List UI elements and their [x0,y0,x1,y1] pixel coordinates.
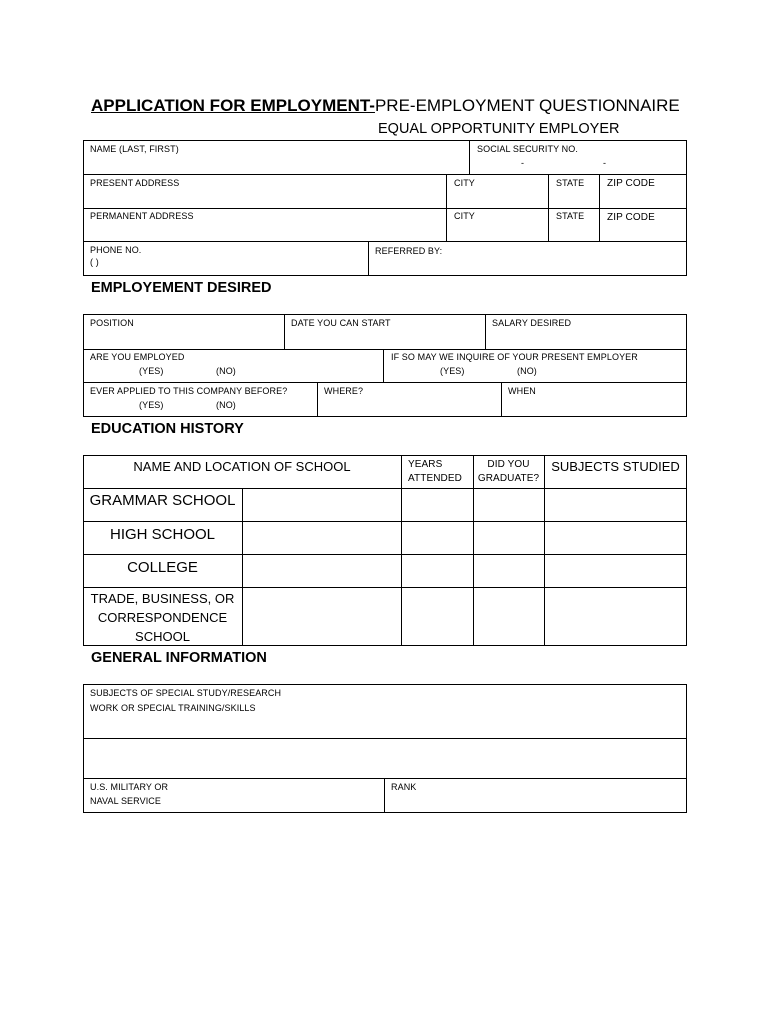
row-trade-school-line3: SCHOOL [135,629,190,644]
form-title-main: APPLICATION FOR EMPLOYMENT- [91,96,375,115]
divider [317,382,318,417]
position-field[interactable]: POSITION [90,318,134,328]
where-field[interactable]: WHERE? [324,386,364,396]
are-you-employed-label: ARE YOU EMPLOYED [90,352,185,362]
ssn-field[interactable]: SOCIAL SECURITY NO. [477,144,578,154]
inquire-yes-option[interactable]: (YES) [440,366,465,376]
referred-by-field[interactable]: REFERRED BY: [375,246,443,256]
employment-heading: EMPLOYEMENT DESIRED [91,280,272,296]
divider [83,241,687,242]
col-graduate-header-1: DID YOU [487,459,530,470]
divider [383,349,384,382]
phone-area-code: ( ) [90,257,99,267]
rank-field[interactable]: RANK [391,782,417,792]
military-service-field-line2[interactable]: NAVAL SERVICE [90,796,161,806]
divider [83,488,687,489]
ssn-dash: - [521,158,525,168]
start-date-field[interactable]: DATE YOU CAN START [291,318,391,328]
col-subjects-header: SUBJECTS STUDIED [551,459,680,474]
divider [83,174,687,175]
permanent-city-field[interactable]: CITY [454,211,475,221]
divider [83,382,687,383]
divider [599,174,600,241]
row-high-school: HIGH SCHOOL [109,526,215,543]
present-city-field[interactable]: CITY [454,178,475,188]
divider [384,778,385,813]
present-state-field[interactable]: STATE [556,178,585,188]
applied-before-label: EVER APPLIED TO THIS COMPANY BEFORE? [90,386,288,396]
permanent-state-field[interactable]: STATE [556,211,585,221]
inquire-no-option[interactable]: (NO) [517,366,537,376]
divider [83,208,687,209]
divider [368,241,369,276]
divider [544,455,545,646]
row-grammar-school: GRAMMAR SCHOOL [89,492,236,509]
military-service-field-line1[interactable]: U.S. MILITARY OR [90,782,169,792]
divider [83,587,687,588]
ssn-dash: - [603,158,607,168]
row-trade-school-line1: TRADE, BUSINESS, OR [90,591,235,606]
row-college: COLLEGE [127,559,198,576]
salary-field[interactable]: SALARY DESIRED [492,318,572,328]
inquire-employer-label: IF SO MAY WE INQUIRE OF YOUR PRESENT EMPLOYER [391,352,638,362]
divider [401,455,402,646]
special-study-field-line2[interactable]: WORK OR SPECIAL TRAINING/SKILLS [90,703,256,713]
permanent-address-field[interactable]: PERMANENT ADDRESS [90,211,194,221]
present-address-field[interactable]: PRESENT ADDRESS [90,178,180,188]
applied-yes-option[interactable]: (YES) [139,400,164,410]
special-study-field-line1[interactable]: SUBJECTS OF SPECIAL STUDY/RESEARCH [90,688,282,698]
when-field[interactable]: WHEN [508,386,536,396]
col-years-header-2: ATTENDED [408,473,462,484]
col-graduate-header-2: GRADUATE? [477,473,540,484]
name-field[interactable]: NAME (LAST, FIRST) [90,144,179,154]
divider [83,521,687,522]
applied-no-option[interactable]: (NO) [216,400,236,410]
form-title [91,96,680,116]
employed-no-option[interactable]: (NO) [216,366,236,376]
divider [83,738,687,739]
employed-yes-option[interactable]: (YES) [139,366,164,376]
row-trade-school-line2: CORRESPONDENCE [97,610,228,625]
divider [284,314,285,349]
education-heading: EDUCATION HISTORY [91,421,244,437]
divider [242,488,243,646]
divider [83,554,687,555]
divider [446,174,447,241]
equal-opportunity-label: EQUAL OPPORTUNITY EMPLOYER [378,121,620,137]
phone-field[interactable]: PHONE NO. [90,245,142,255]
col-school-header: NAME AND LOCATION OF SCHOOL [133,459,351,474]
divider [469,140,470,174]
employment-block [83,314,687,417]
present-zip-field[interactable]: ZIP CODE [607,178,655,189]
divider [501,382,502,417]
divider [83,778,687,779]
divider [485,314,486,349]
form-subtitle: PRE-EMPLOYMENT QUESTIONNAIRE [374,96,680,115]
col-years-header-1: YEARS [408,459,443,470]
divider [548,174,549,241]
divider [83,349,687,350]
permanent-zip-field[interactable]: ZIP CODE [607,212,655,223]
general-info-heading: GENERAL INFORMATION [91,650,267,666]
